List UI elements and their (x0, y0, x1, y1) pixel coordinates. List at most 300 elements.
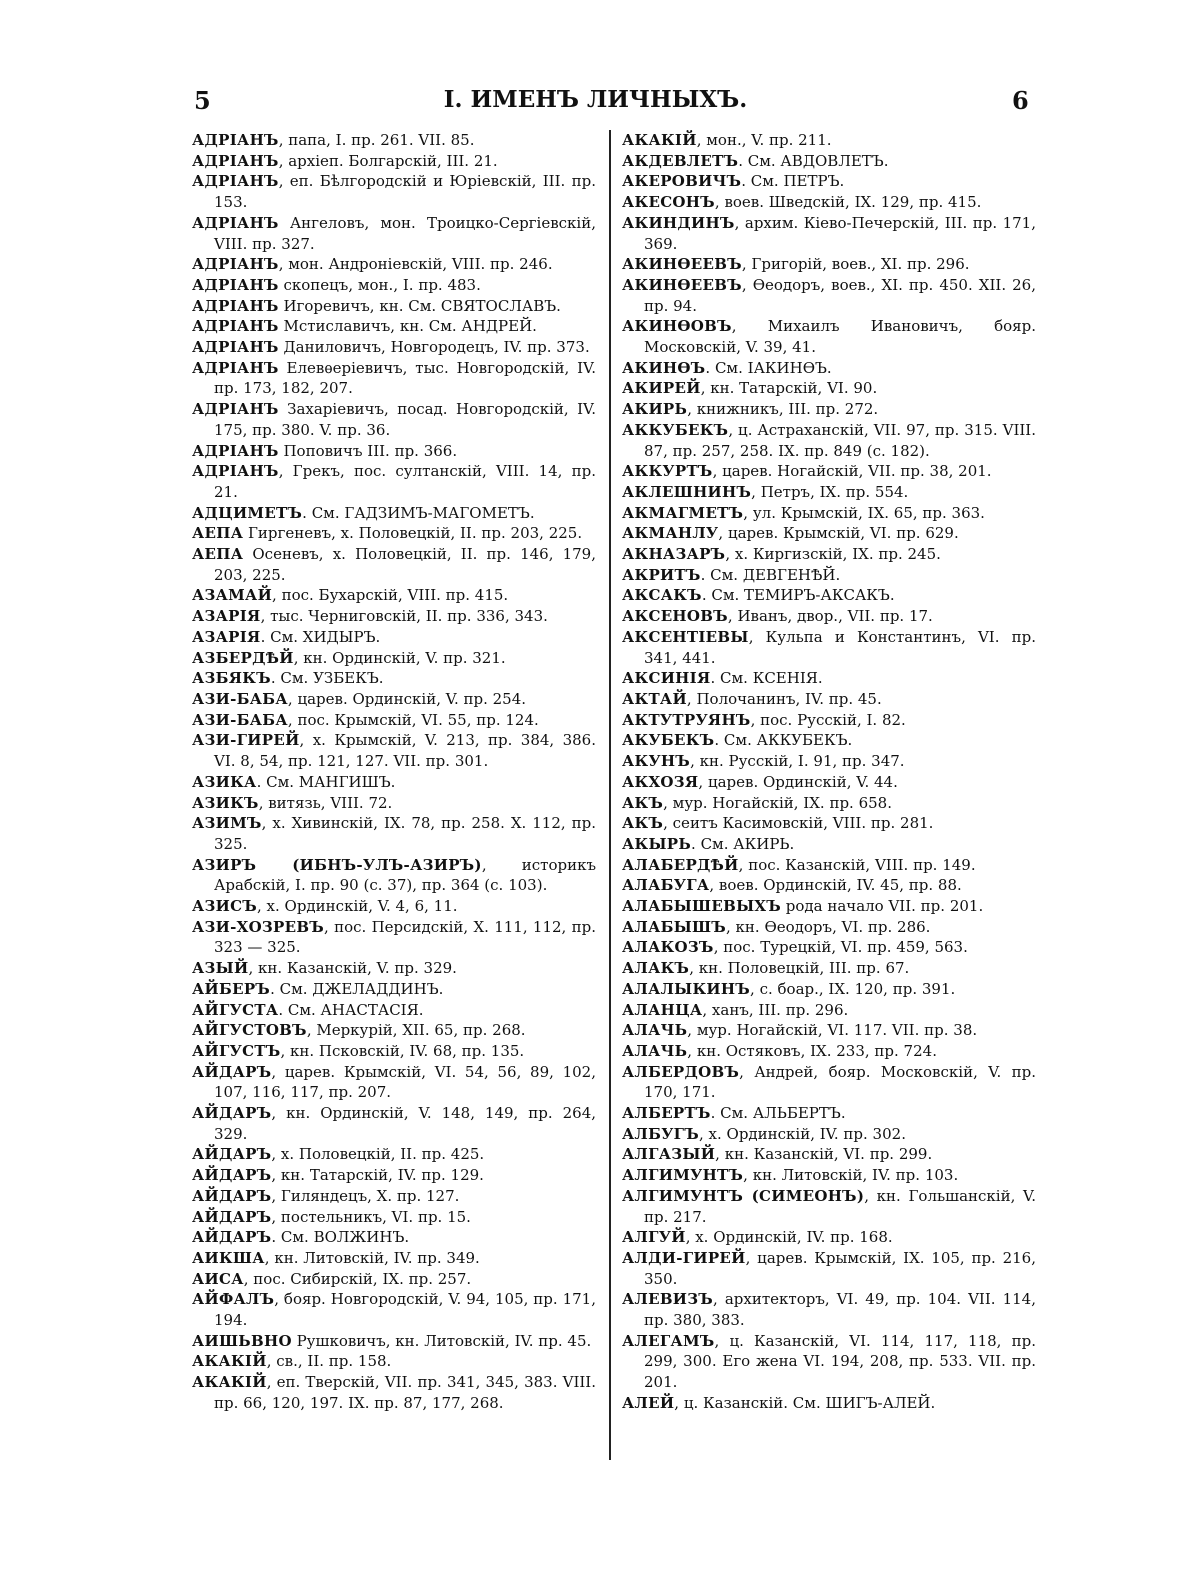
index-entry (192, 544, 596, 585)
entry-headword: АЗИ-ГИРЕЙ (192, 731, 300, 750)
entry-reference: , кн. Половецкій, III. пр. 67. (689, 959, 910, 978)
entry-headword: АЛГИМУНТЪ (СИМЕОНЪ) (622, 1186, 865, 1205)
index-entry (192, 130, 596, 151)
index-entry (192, 958, 596, 979)
entry-reference: , Михаилъ Ивановичъ, бояр. Московскій, V. 39, 41. (644, 317, 1036, 357)
index-entry (192, 648, 596, 669)
entry-headword: АЛГАЗЫЙ (622, 1145, 716, 1164)
entry-reference: Елевѳеріевичъ, тыс. Новгородскій, IV. пр. 173, 182, 207. (214, 358, 596, 398)
entry-headword: АЗБЕРДѢЙ (192, 648, 294, 667)
column-divider (609, 130, 611, 1460)
entry-headword: АЛЕЙ (622, 1393, 675, 1412)
entry-headword: АДРІАНЪ (192, 338, 279, 357)
entry-headword: АКТАЙ (622, 689, 687, 708)
entry-reference: , кн. Остяковъ, IX. 233, пр. 724. (687, 1041, 937, 1060)
entry-reference: . См. ПЕТРЪ. (741, 172, 845, 191)
index-entry (192, 1020, 596, 1041)
index-entry (192, 275, 596, 296)
entry-headword: АКРИТЪ (622, 565, 701, 584)
left-column (192, 130, 596, 1414)
entry-reference: , мур. Ногайскій, VI. 117. VII. пр. 38. (687, 1021, 978, 1040)
entry-headword: АДРІАНЪ (192, 462, 279, 481)
entry-reference: , ц. Казанскій. См. ШИГЪ-АЛЕЙ. (674, 1393, 936, 1412)
entry-headword: АКСЕНОВЪ (622, 607, 728, 626)
index-entry (192, 979, 596, 1000)
entry-headword: АКУНЪ (622, 752, 691, 771)
entry-headword: АЛАНЦА (622, 1000, 703, 1019)
index-entry (192, 1144, 596, 1165)
index-entry (622, 1000, 1036, 1021)
entry-headword: АЙДАРЪ (192, 1207, 272, 1226)
entry-headword: АДРІАНЪ (192, 400, 279, 419)
entry-headword: АЗЫЙ (192, 959, 249, 978)
entry-reference: , Петръ, IX. пр. 554. (751, 482, 909, 501)
entry-headword: АКАКІЙ (622, 131, 697, 149)
entry-reference: , кн. Русскій, I. 91, пр. 347. (690, 752, 905, 771)
entry-headword: АЗИКА (192, 772, 257, 791)
entry-reference: , царев. Ординскій, V. 44. (698, 772, 898, 791)
entry-reference: , кн. Казанскій, VI. пр. 299. (715, 1145, 933, 1164)
entry-reference: , кн. Татарскій, IV. пр. 129. (271, 1166, 484, 1185)
entry-headword: АЛГИМУНТЪ (622, 1166, 744, 1185)
entry-headword: АЙДАРЪ (192, 1104, 272, 1123)
entry-reference: , кн. Ординскій, V. пр. 321. (293, 648, 506, 667)
entry-reference: Ангеловъ, мон. Троицко-Сергіевскій, VIII. пр. 327. (214, 213, 596, 253)
index-entry (192, 1331, 596, 1352)
index-entry (192, 793, 596, 814)
entry-reference: , Полочанинъ, IV. пр. 45. (686, 689, 882, 708)
entry-headword: АКМАНЛУ (622, 524, 719, 543)
entry-headword: АЗИСЪ (192, 897, 257, 916)
index-entry (622, 689, 1036, 710)
index-entry (622, 834, 1036, 855)
entry-reference: , царев. Крымскій, VI. 54, 56, 89, 102, 107, 116, 117, пр. 207. (214, 1062, 596, 1102)
entry-headword: АДРІАНЪ (192, 317, 279, 336)
entry-headword: АИКША (192, 1248, 265, 1267)
index-entry (622, 1393, 1036, 1414)
entry-reference: . См. АВДОВЛЕТЪ. (738, 151, 889, 170)
index-entry (622, 275, 1036, 316)
entry-headword: АЙДАРЪ (192, 1186, 272, 1205)
entry-reference: Захаріевичъ, посад. Новгородскій, IV. 175, пр. 380. V. пр. 36. (214, 400, 596, 439)
entry-reference: . См. АККУБЕКЪ. (714, 731, 853, 750)
entry-headword: АЛАБУГА (622, 876, 710, 895)
index-entry (192, 1186, 596, 1207)
index-entry (622, 730, 1036, 751)
entry-headword: АЛЕВИЗЪ (622, 1290, 714, 1309)
index-entry (192, 1062, 596, 1103)
index-entry (622, 316, 1036, 357)
index-entry (192, 254, 596, 275)
index-entry (192, 1207, 596, 1228)
index-entry (622, 1331, 1036, 1393)
entry-headword: АЛАЧЬ (622, 1041, 688, 1060)
index-entry (192, 606, 596, 627)
entry-reference: , тыс. Черниговскій, II. пр. 336, 343. (260, 607, 548, 626)
entry-reference: Гиргеневъ, х. Половецкій, II. пр. 203, 225. (243, 524, 583, 543)
entry-reference: , постельникъ, VI. пр. 15. (271, 1207, 471, 1226)
entry-reference: . См. ХИДЫРЪ. (260, 627, 381, 646)
entry-reference: , еп. Тверскій, VII. пр. 341, 345, 383. VIII. пр. 66, 120, 197. IX. пр. 87, 177, 268. (214, 1373, 596, 1412)
entry-reference: , Кульпа и Константинъ, VI. пр. 341, 441. (644, 627, 1036, 667)
entry-headword: АЙДАРЪ (192, 1228, 272, 1247)
entry-headword: АИСА (192, 1269, 244, 1288)
index-entry (622, 130, 1036, 151)
index-entry (192, 917, 596, 958)
index-entry (622, 482, 1036, 503)
entry-headword: АКХОЗЯ (622, 772, 699, 791)
entry-headword: АИШЬВНО (192, 1331, 292, 1350)
entry-reference: . См. ДЖЕЛАДДИНЪ. (270, 979, 444, 998)
entry-headword: АДРІАНЪ (192, 213, 279, 232)
right-column (622, 130, 1036, 1414)
entry-reference: . См. ДЕВГЕНѢЙ. (700, 565, 841, 584)
entry-reference: . См. КСЕНІЯ. (710, 669, 823, 688)
index-entry (192, 1227, 596, 1248)
entry-headword: АЛАКЪ (622, 959, 690, 978)
entry-reference: , еп. Бѣлгородскій и Юріевскій, III. пр. 153. (214, 172, 596, 212)
index-entry (622, 399, 1036, 420)
index-entry (622, 1144, 1036, 1165)
entry-headword: АЛАБЫШЪ (622, 917, 727, 936)
index-entry (192, 358, 596, 399)
entry-reference: , пос. Персидскій, X. 111, 112, пр. 323 — 325. (214, 917, 596, 957)
index-entry (622, 1062, 1036, 1103)
entry-headword: АЛДИ-ГИРЕЙ (622, 1248, 746, 1267)
index-entry (192, 296, 596, 317)
index-entry (622, 606, 1036, 627)
entry-headword: АЙДАРЪ (192, 1166, 272, 1185)
index-entry (192, 772, 596, 793)
entry-reference: , книжникъ, III. пр. 272. (687, 400, 879, 419)
index-entry (622, 461, 1036, 482)
index-entry (622, 358, 1036, 379)
entry-reference: , ц. Астраханскій, VII. 97, пр. 315. VIII. 87, пр. 257, 258. IX. пр. 849 (с. 182). (644, 420, 1036, 460)
index-entry (622, 1103, 1036, 1124)
entry-reference: , кн. Ординскій, V. 148, 149, пр. 264, 329. (214, 1104, 596, 1143)
entry-reference: . См. АКИРЬ. (691, 834, 795, 853)
index-entry (192, 668, 596, 689)
entry-headword: АКЕРОВИЧЪ (622, 172, 742, 191)
entry-reference: , воев. Ординскій, IV. 45, пр. 88. (709, 876, 962, 895)
page-title: I. ИМЕНЪ ЛИЧНЫХЪ. (443, 86, 748, 113)
entry-reference: , сеитъ Касимовскій, VIII. пр. 281. (663, 814, 934, 833)
entry-reference: , историкъ Арабскій, I. пр. 90 (с. 37), пр. 364 (с. 103). (214, 855, 596, 895)
entry-headword: АКЫРЬ (622, 834, 692, 853)
entry-reference: , пос. Русскій, I. 82. (750, 710, 906, 729)
index-entry (192, 1041, 596, 1062)
entry-reference: , мон. Андроніевскій, VIII. пр. 246. (278, 255, 553, 274)
entry-reference: , Григорій, воев., XI. пр. 296. (741, 255, 970, 274)
index-entry (192, 1372, 596, 1413)
entry-headword: АЗИМЪ (192, 814, 262, 833)
index-entry (622, 378, 1036, 399)
index-entry (192, 151, 596, 172)
entry-headword: АЛАБЫШЕВЫХЪ (622, 897, 781, 916)
entry-reference: . См. МАНГИШЪ. (256, 772, 396, 791)
entry-reference: Рушковичъ, кн. Литовскій, IV. пр. 45. (291, 1331, 592, 1350)
entry-headword: АКТУТРУЯНЪ (622, 710, 751, 729)
right-page-number: 6 (1012, 86, 1029, 115)
index-entry (622, 544, 1036, 565)
index-entry (192, 855, 596, 896)
index-entry (192, 523, 596, 544)
entry-reference: , пос. Бухарскій, VIII. пр. 415. (272, 586, 509, 605)
entry-headword: АЛАЧЬ (622, 1021, 688, 1040)
entry-headword: АКЪ (622, 793, 664, 812)
index-entry (192, 461, 596, 502)
index-entry (622, 937, 1036, 958)
index-entry (192, 1289, 596, 1330)
entry-reference: рода начало VII. пр. 201. (780, 897, 984, 916)
entry-headword: АКИНѲЕЕВЪ (622, 255, 742, 274)
entry-reference: , пос. Турецкій, VI. пр. 459, 563. (713, 938, 968, 957)
index-entry (192, 1248, 596, 1269)
entry-headword: АЗИКЪ (192, 793, 259, 812)
entry-headword: АКСИНІЯ (622, 669, 711, 688)
entry-reference: , бояр. Новгородскій, V. 94, 105, пр. 171, 194. (214, 1290, 596, 1330)
index-entry (192, 316, 596, 337)
entry-reference: , Андрей, бояр. Московскій, V. пр. 170, 171. (644, 1062, 1036, 1102)
index-entry (192, 896, 596, 917)
entry-headword: АДРІАНЪ (192, 255, 279, 274)
entry-reference: , св., II. пр. 158. (266, 1352, 392, 1371)
index-entry (622, 855, 1036, 876)
index-entry (622, 793, 1036, 814)
index-entry (192, 710, 596, 731)
entry-headword: АКЛЕШНИНЪ (622, 482, 752, 501)
entry-reference: . См. ТЕМИРЪ-АКСАКЪ. (701, 586, 895, 605)
entry-reference: , с. боар., IX. 120, пр. 391. (750, 979, 956, 998)
entry-headword: АЙДАРЪ (192, 1062, 272, 1081)
entry-reference: Поповичъ III. пр. 366. (278, 441, 458, 460)
entry-headword: АКУБЕКЪ (622, 731, 715, 750)
entry-reference: , пос. Крымскій, VI. 55, пр. 124. (287, 710, 539, 729)
index-entry (622, 1248, 1036, 1289)
entry-headword: АКЪ (622, 814, 664, 833)
index-entry (192, 730, 596, 771)
entry-headword: АЛБУГЪ (622, 1124, 699, 1143)
entry-headword: АДРІАНЪ (192, 441, 279, 460)
index-entry (192, 627, 596, 648)
entry-headword: АЗБЯКЪ (192, 669, 271, 688)
entry-reference: , кн. Литовскій, IV. пр. 349. (264, 1248, 480, 1267)
entry-headword: АЛБЕРДОВЪ (622, 1062, 740, 1081)
entry-reference: , кн. Татарскій, VI. 90. (700, 379, 878, 398)
index-entry (192, 689, 596, 710)
entry-headword: АКИРЕЙ (622, 379, 701, 398)
entry-reference: , архитекторъ, VI. 49, пр. 104. VII. 114, пр. 380, 383. (644, 1290, 1036, 1330)
index-entry (192, 1103, 596, 1144)
entry-headword: АЙГУСТА (192, 1000, 279, 1019)
index-entry (622, 1165, 1036, 1186)
entry-headword: АДРІАНЪ (192, 172, 279, 191)
index-entry (622, 917, 1036, 938)
entry-reference: , царев. Крымскій, VI. пр. 629. (718, 524, 959, 543)
index-entry (622, 710, 1036, 731)
entry-headword: АКДЕВЛЕТЪ (622, 151, 739, 170)
index-entry (192, 585, 596, 606)
entry-reference: , ханъ, III. пр. 296. (702, 1000, 849, 1019)
entry-headword: АКАКІЙ (192, 1373, 267, 1392)
entry-reference: , мон., V. пр. 211. (696, 131, 832, 149)
index-entry (192, 1000, 596, 1021)
index-entry (192, 813, 596, 854)
entry-headword: АКЕСОНЪ (622, 193, 715, 212)
entry-headword: АКМАГМЕТЪ (622, 503, 744, 522)
entry-reference: , архим. Кіево-Печерскій, III. пр. 171, 369. (644, 213, 1036, 253)
entry-headword: АДРІАНЪ (192, 131, 279, 149)
entry-headword: АЕПА (192, 524, 244, 543)
entry-reference: , мур. Ногайскій, IX. пр. 658. (663, 793, 892, 812)
entry-reference: скопецъ, мон., I. пр. 483. (278, 275, 481, 294)
entry-reference: , х. Хивинскій, IX. 78, пр. 258. X. 112, пр. 325. (214, 814, 596, 853)
entry-headword: АЙБЕРЪ (192, 979, 271, 998)
index-entry (622, 668, 1036, 689)
index-entry (622, 585, 1036, 606)
index-entry (622, 1124, 1036, 1145)
entry-reference: , царев. Крымскій, IX. 105, пр. 216, 350. (644, 1248, 1036, 1288)
entry-headword: АДЦИМЕТЪ (192, 503, 303, 522)
entry-reference: , кн. Казанскій, V. пр. 329. (248, 959, 457, 978)
index-entry (192, 1351, 596, 1372)
entry-reference: . См. ІАКИНѲЪ. (705, 358, 832, 377)
index-entry (622, 523, 1036, 544)
entry-reference: , кн. Ѳеодоръ, VI. пр. 286. (726, 917, 931, 936)
entry-headword: АЛАБЕРДѢЙ (622, 855, 739, 874)
entry-reference: , х. Крымскій, V. 213, пр. 384, 386. VI. 8, 54, пр. 121, 127. VII. пр. 301. (214, 731, 596, 771)
index-entry (192, 503, 596, 524)
entry-reference: . См. ГАДЗИМЪ-МАГОМЕТЪ. (302, 503, 535, 522)
entry-reference: , х. Киргизскій, IX. пр. 245. (725, 545, 941, 564)
entry-reference: , Иванъ, двор., VII. пр. 17. (727, 607, 933, 626)
index-entry (622, 896, 1036, 917)
index-entry (622, 420, 1036, 461)
index-entry (622, 772, 1036, 793)
entry-reference: , папа, I. пр. 261. VII. 85. (278, 131, 475, 149)
index-entry (192, 441, 596, 462)
entry-headword: АЙДАРЪ (192, 1145, 272, 1164)
entry-headword: АККУБЕКЪ (622, 420, 729, 439)
index-entry (622, 958, 1036, 979)
entry-headword: АЗАРІЯ (192, 627, 261, 646)
index-entry (192, 1165, 596, 1186)
entry-headword: АЗАМАЙ (192, 586, 273, 605)
entry-reference: , кн. Литовскій, IV. пр. 103. (743, 1166, 959, 1185)
entry-headword: АКНАЗАРЪ (622, 545, 726, 564)
entry-reference: Мстиславичъ, кн. См. АНДРЕЙ. (278, 317, 537, 336)
index-entry (622, 813, 1036, 834)
entry-headword: АДРІАНЪ (192, 275, 279, 294)
entry-headword: АКИНѲОВЪ (622, 317, 732, 336)
entry-headword: АЗИРЪ (ИБНЪ-УЛЪ-АЗИРЪ) (192, 855, 482, 874)
index-entry (192, 171, 596, 212)
index-entry (622, 254, 1036, 275)
entry-reference: Даниловичъ, Новгородецъ, IV. пр. 373. (278, 338, 590, 357)
entry-headword: АЙФАЛЪ (192, 1290, 275, 1309)
entry-reference: , царев. Ординскій, V. пр. 254. (287, 689, 527, 708)
index-entry (192, 399, 596, 440)
entry-reference: , пос. Казанскій, VIII. пр. 149. (738, 855, 976, 874)
entry-headword: АККУРТЪ (622, 462, 713, 481)
entry-headword: АДРІАНЪ (192, 358, 279, 377)
index-entry (622, 171, 1036, 192)
entry-headword: АЙГУСТЪ (192, 1041, 281, 1060)
entry-headword: АЗИ-БАБА (192, 689, 288, 708)
entry-reference: , х. Ординскій, IV. пр. 168. (685, 1228, 893, 1247)
entry-reference: , Гиляндецъ, X. пр. 127. (271, 1186, 460, 1205)
entry-reference: , х. Ординскій, IV. пр. 302. (698, 1124, 906, 1143)
entry-headword: АЗИ-БАБА (192, 710, 288, 729)
entry-headword: АКИРЬ (622, 400, 688, 419)
index-entry (622, 1186, 1036, 1227)
entry-headword: АКИНѲЕЕВЪ (622, 275, 742, 294)
index-entry (622, 627, 1036, 668)
entry-headword: АКСЕНТІЕВЫ (622, 627, 749, 646)
entry-reference: Осеневъ, х. Половецкій, II. пр. 146, 179, 203, 225. (214, 545, 596, 584)
index-entry (622, 565, 1036, 586)
entry-reference: . См. ВОЛЖИНЪ. (271, 1228, 410, 1247)
entry-headword: АКАКІЙ (192, 1352, 267, 1371)
entry-reference: . См. УЗБЕКЪ. (270, 669, 384, 688)
entry-headword: АКСАКЪ (622, 586, 702, 605)
index-entry (622, 875, 1036, 896)
entry-reference: , Меркурій, XII. 65, пр. 268. (306, 1021, 526, 1040)
index-entry (622, 1227, 1036, 1248)
entry-headword: АЛГУЙ (622, 1228, 686, 1247)
entry-reference: , ул. Крымскій, IX. 65, пр. 363. (743, 503, 985, 522)
entry-reference: . См. АНАСТАСІЯ. (278, 1000, 424, 1019)
entry-headword: АЕПА (192, 545, 244, 564)
entry-headword: АЗАРІЯ (192, 607, 261, 626)
entry-reference: . См. АЛЬБЕРТЪ. (710, 1104, 846, 1123)
entry-headword: АЛБЕРТЪ (622, 1104, 711, 1123)
index-entry (192, 337, 596, 358)
entry-headword: АЛАЛЫКИНЪ (622, 979, 751, 998)
index-entry (622, 213, 1036, 254)
entry-headword: АЙГУСТОВЪ (192, 1021, 307, 1040)
entry-headword: АЗИ-ХОЗРЕВЪ (192, 917, 324, 936)
entry-reference: , х. Половецкій, II. пр. 425. (271, 1145, 485, 1164)
index-entry (622, 151, 1036, 172)
entry-reference: Игоревичъ, кн. См. СВЯТОСЛАВЪ. (278, 296, 561, 315)
entry-headword: АКИНДИНЪ (622, 213, 735, 232)
index-entry (622, 751, 1036, 772)
entry-headword: АДРІАНЪ (192, 296, 279, 315)
entry-headword: АЛЕГАМЪ (622, 1331, 715, 1350)
index-entry (192, 1269, 596, 1290)
entry-reference: , воев. Шведскій, IX. 129, пр. 415. (714, 193, 982, 212)
index-entry (622, 1041, 1036, 1062)
index-entry (622, 979, 1036, 1000)
entry-reference: , пос. Сибирскій, IX. пр. 257. (243, 1269, 472, 1288)
entry-headword: АДРІАНЪ (192, 151, 279, 170)
index-entry (622, 192, 1036, 213)
index-entry (622, 503, 1036, 524)
left-page-number: 5 (194, 86, 211, 115)
entry-reference: , ц. Казанскій, VI. 114, 117, 118, пр. 299, 300. Его жена VI. 194, 208, пр. 533. VII. пр. 201. (644, 1331, 1036, 1392)
entry-reference: , Ѳеодоръ, воев., XI. пр. 450. XII. 26, пр. 94. (644, 275, 1036, 315)
index-entry (622, 1289, 1036, 1330)
entry-reference: , кн. Псковскій, IV. 68, пр. 135. (280, 1041, 525, 1060)
entry-headword: АКИНѲЪ (622, 358, 706, 377)
entry-reference: , х. Ординскій, V. 4, 6, 11. (257, 897, 458, 916)
entry-reference: , архіеп. Болгарскій, III. 21. (278, 151, 498, 170)
entry-reference: , кн. Гольшанскій, V. пр. 217. (644, 1186, 1037, 1226)
entry-reference: , Грекъ, пос. султанскій, VIII. 14, пр. 21. (214, 462, 596, 501)
entry-reference: , царев. Ногайскій, VII. пр. 38, 201. (712, 462, 992, 481)
index-entry (192, 213, 596, 254)
